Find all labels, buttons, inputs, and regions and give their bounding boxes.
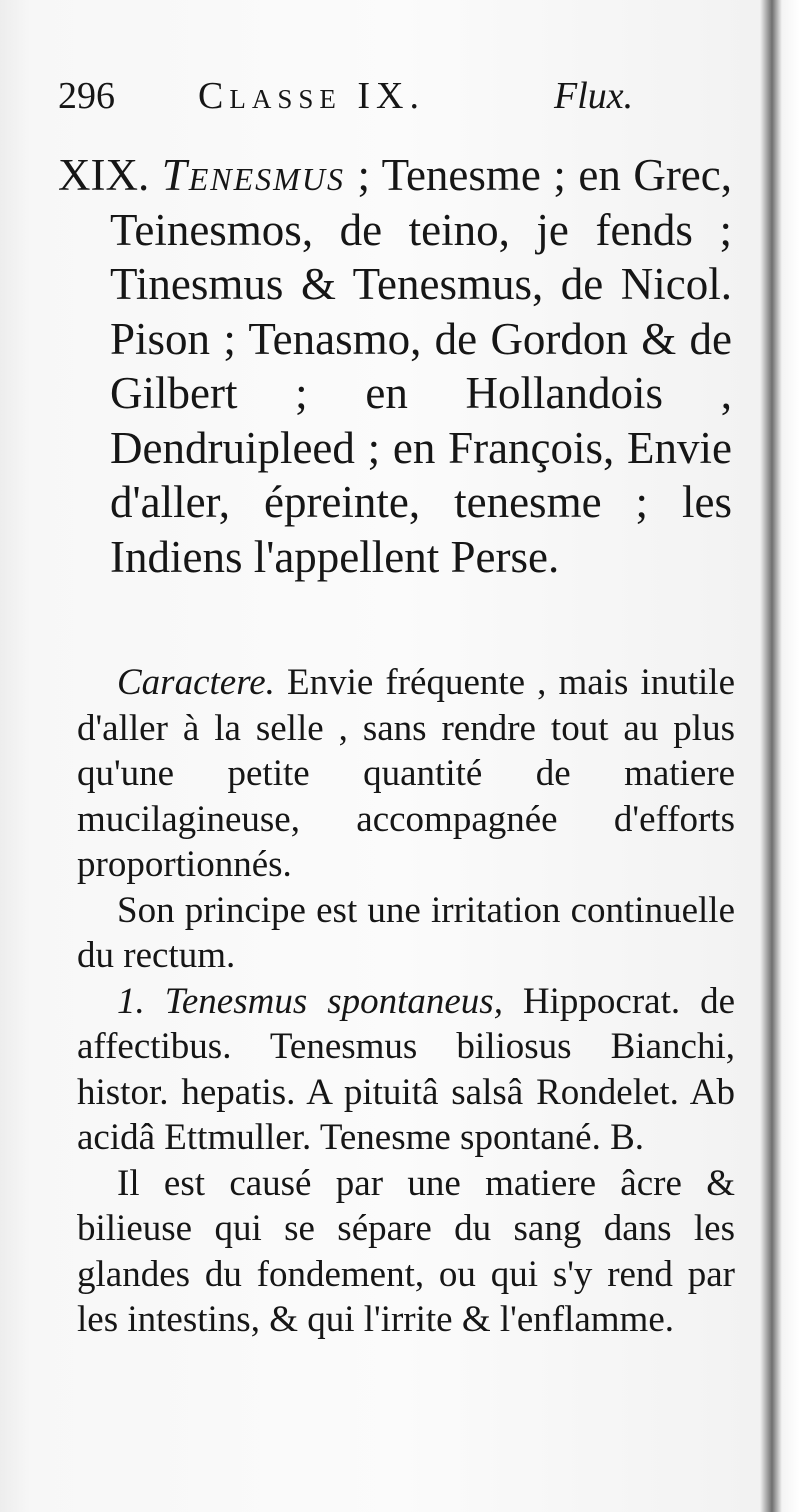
principe-paragraph: Son principe est une irritation continuelle du rectum. (77, 889, 735, 976)
species-label: 1. Tenesmus spontaneus, (117, 980, 503, 1022)
caractere-text: Envie fréquente , mais inutile d'aller à la selle , sans rendre tout au plus qu'une petite quantité de matiere mucilagineuse, accompagnée d'efforts proportionnés. (77, 662, 735, 885)
class-title: Classe IX. (198, 75, 425, 117)
section-title: Flux. (554, 75, 634, 117)
entry-body (77, 660, 735, 1343)
cause-paragraph: Il est causé par une matiere âcre & bilieuse qui se sépare du sang dans les glandes du fondement, ou qui s'y rend par les intestins, & qui l'irrite & l'enflamme. (77, 1162, 735, 1340)
entry-number: XIX. (58, 150, 150, 200)
caractere-label: Caractere. (117, 662, 275, 703)
disease-entry (58, 148, 732, 584)
species-paragraph (77, 979, 735, 1161)
entry-synonyms: ; Tenesme ; en Grec, Teinesmos, de teino, je fends ; Tinesmus & Tenesmus, de Nicol. Pison ; Tenasmo, de Gordon & de Gilbert ; en Hollandois , Dendruipleed ; en François, Envie d'aller, épreinte, tenesme ; les Indiens l'appellent Perse. (110, 150, 732, 582)
entry-name: Tenesmus (161, 150, 345, 200)
species-text: Hippocrat. de affectibus. Tenesmus biliosus Bianchi, histor. hepatis. A pituitâ salsâ Rondelet. Ab acidâ Ettmuller. Tenesme spontané. B. (77, 980, 736, 1158)
page-number: 296 (58, 75, 115, 117)
caractere-paragraph (77, 660, 735, 888)
running-header (58, 66, 718, 126)
